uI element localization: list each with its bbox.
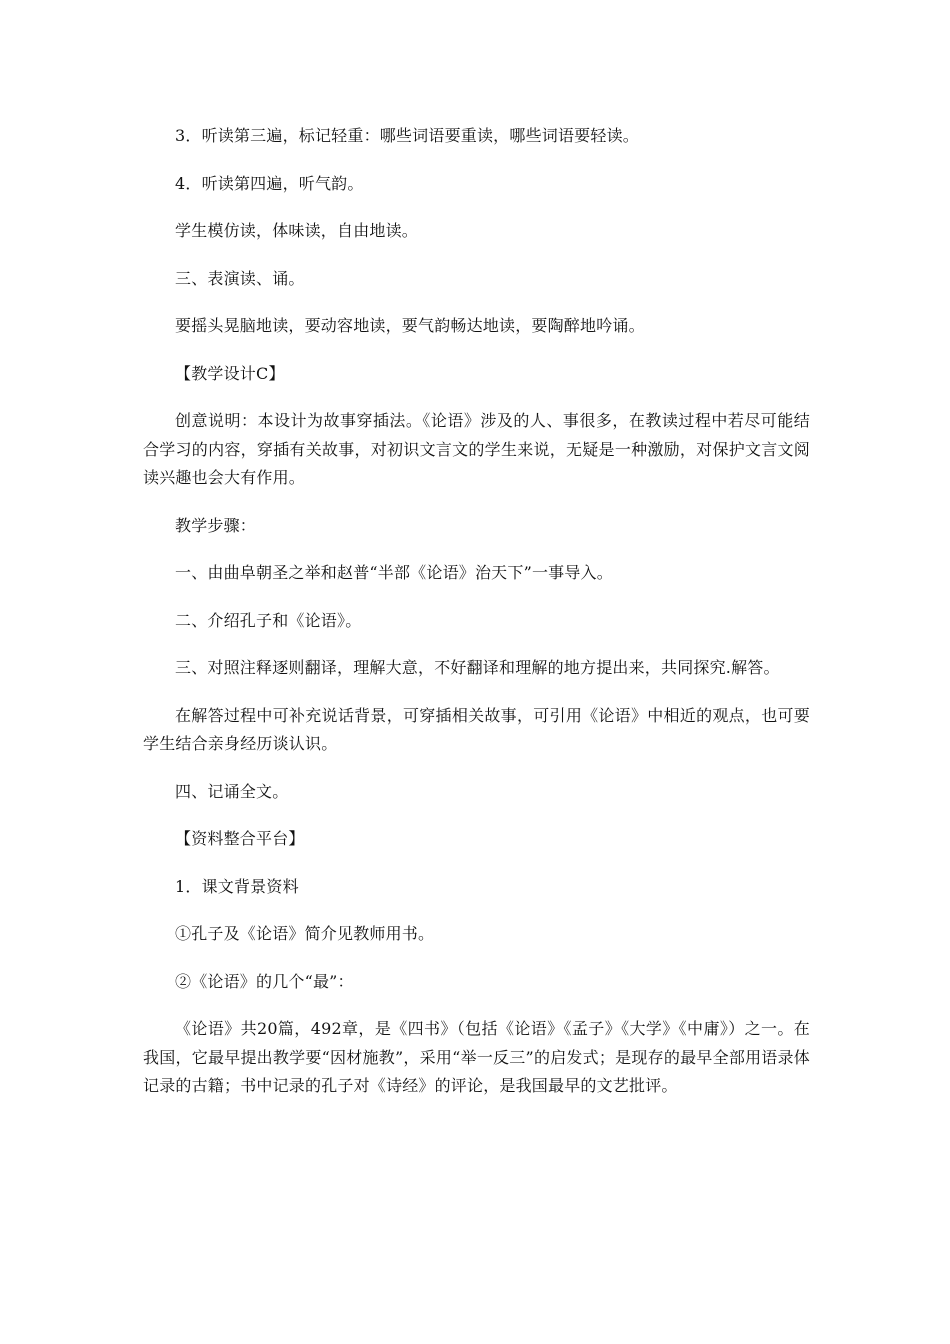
paragraph-student-imitate: 学生模仿读，体味读，自由地读。 xyxy=(175,221,419,240)
paragraph-step-four: 四、记诵全文。 xyxy=(175,781,289,801)
paragraph-step-one: 一、由曲阜朝圣之举和赵普“半部《论语》治天下”一事导入。 xyxy=(175,563,613,582)
paragraph-analects-superlatives: ②《论语》的几个“最”： xyxy=(175,971,354,991)
paragraph-read-manner: 要摇头晃脑地读，要动容地读，要气韵畅达地读，要陶醉地吟诵。 xyxy=(175,316,645,335)
paragraph-step-three-detail: 在解答过程中可补充说话背景，可穿插相关故事，可引用《论语》中相近的观点，也可要学生结合亲身经历谈认识。 xyxy=(143,705,810,753)
section-heading-teaching-steps: 教学步骤： xyxy=(175,515,257,535)
paragraph-listen-fourth: 4．听读第四遍，听气韵。 xyxy=(175,173,364,193)
paragraph-creative-note: 创意说明：本设计为故事穿插法。《论语》涉及的人、事很多，在教读过程中若尽可能结合学习的内容，穿插有关故事，对初识文言文的学生来说，无疑是一种激励，对保护文言文阅读兴趣也会大有作用。 xyxy=(143,411,810,487)
section-heading-perform-read: 三、表演读、诵。 xyxy=(175,268,305,288)
paragraph-confucius-intro: ①孔子及《论语》简介见教师用书。 xyxy=(175,924,435,943)
paragraph-background-title: 1．课文背景资料 xyxy=(175,876,299,896)
section-heading-design-c: 【教学设计C】 xyxy=(175,363,285,383)
paragraph-listen-third: 3．听读第三遍，标记轻重：哪些词语要重读，哪些词语要轻读。 xyxy=(175,126,639,145)
document-body xyxy=(143,122,810,1120)
paragraph-step-three: 三、对照注释逐则翻译，理解大意，不好翻译和理解的地方提出来，共同探究.解答。 xyxy=(175,658,780,677)
paragraph-step-two: 二、介绍孔子和《论语》。 xyxy=(175,610,362,630)
paragraph-analects-details: 《论语》共20篇，492章，是《四书》（包括《论语》《孟子》《大学》《中庸》）之一。在我国，它最早提出教学要“因材施教”，采用“举一反三”的启发式；是现存的最早全部用语录体记录的古籍；书中记录的孔子对《诗经》的评论，是我国最早的文艺批评。 xyxy=(143,1019,810,1095)
section-heading-resource-platform: 【资料整合平台】 xyxy=(175,829,305,848)
